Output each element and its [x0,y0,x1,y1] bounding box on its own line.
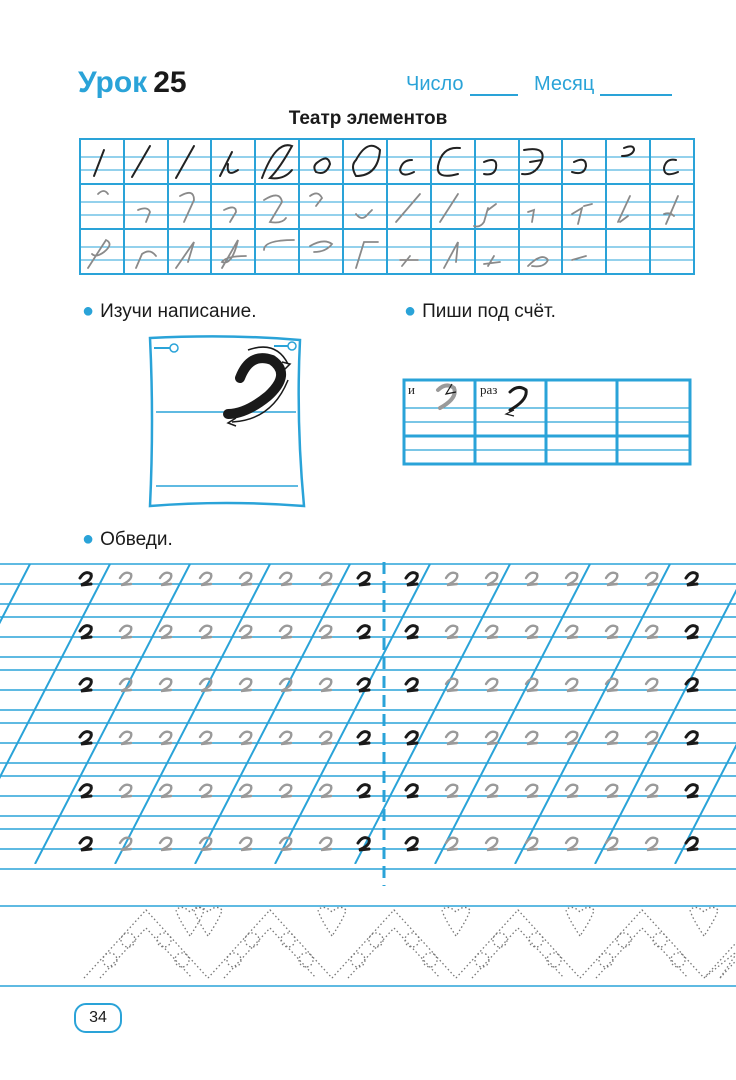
page-number: 34 [74,1003,122,1033]
month-label: Месяц [534,73,595,95]
date-label: Число [406,73,464,95]
lesson-word: Урок [78,66,148,99]
task-trace-text: Обведи. [100,529,173,550]
section-heading: Театр элементов [288,108,448,129]
task-study-text: Изучи написание. [100,301,257,322]
lesson-number: 25 [153,66,187,99]
task-study [82,300,257,323]
task-count-text: Пиши под счёт. [422,301,556,322]
bullet-icon: ● [404,300,417,322]
count-cell-label: раз [480,382,498,397]
bullet-icon: ● [82,528,95,550]
count-cell-label: и [408,382,415,397]
task-trace [82,528,173,551]
bullet-icon: ● [82,300,95,322]
task-count [404,300,556,323]
